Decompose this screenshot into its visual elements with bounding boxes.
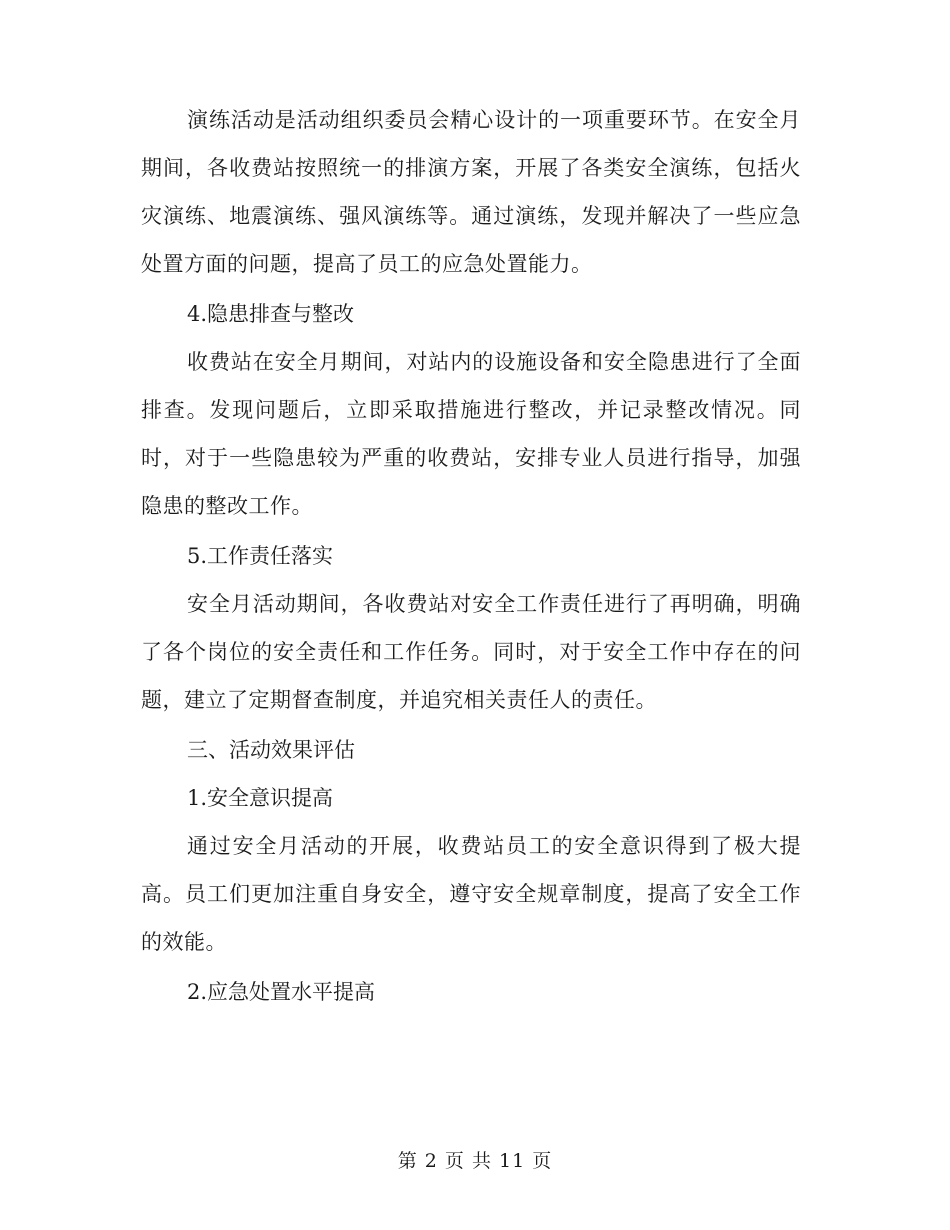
document-body — [141, 96, 801, 1016]
paragraph-drill-activities: 演练活动是活动组织委员会精心设计的一项重要环节。在安全月期间，各收费站按照统一的排演方案，开展了各类安全演练，包括火灾演练、地震演练、强风演练等。通过演练，发现并解决了一些应急处置方面的问题，提高了员工的应急处置能力。 — [141, 108, 801, 276]
section-heading-emergency-response: 2.应急处置水平提高 — [187, 980, 376, 1004]
section-heading-hazard-inspection: 4.隐患排查与整改 — [187, 302, 355, 326]
paragraph-safety-awareness: 通过安全月活动的开展，收费站员工的安全意识得到了极大提高。员工们更加注重自身安全，遵守安全规章制度，提高了安全工作的效能。 — [141, 834, 801, 954]
section-heading-responsibility: 5.工作责任落实 — [187, 544, 334, 568]
chapter-heading-evaluation: 三、活动效果评估 — [187, 738, 355, 762]
paragraph-hazard-inspection: 收费站在安全月期间，对站内的设施设备和安全隐患进行了全面排查。发现问题后，立即采取措施进行整改，并记录整改情况。同时，对于一些隐患较为严重的收费站，安排专业人员进行指导，加强隐患的整改工作。 — [141, 350, 801, 518]
paragraph-responsibility: 安全月活动期间，各收费站对安全工作责任进行了再明确，明确了各个岗位的安全责任和工作任务。同时，对于安全工作中存在的问题，建立了定期督查制度，并追究相关责任人的责任。 — [141, 592, 801, 712]
page-number-footer: 第 2 页 共 11 页 — [397, 1150, 553, 1172]
section-heading-safety-awareness: 1.安全意识提高 — [187, 786, 334, 810]
